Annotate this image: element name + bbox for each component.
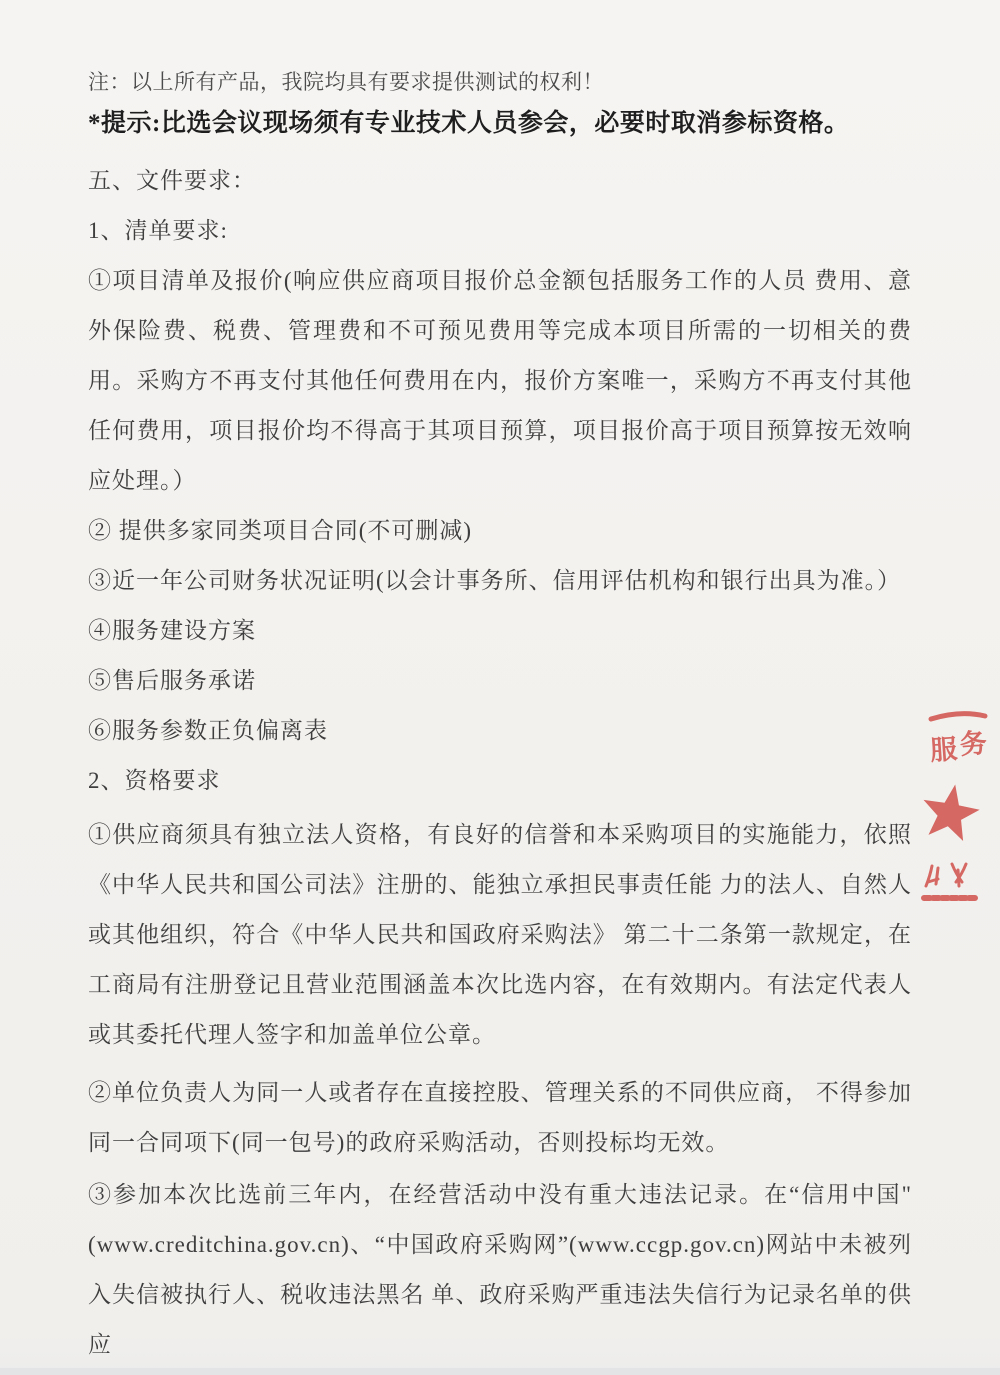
scan-edge	[0, 1368, 1000, 1375]
section-heading-file-requirements: 五、文件要求：	[88, 168, 256, 193]
list-item-4-service-plan: ④服务建设方案	[88, 618, 256, 643]
tip-line: *提示:比选会议现场须有专业技术人员参会，必要时取消参标资格。	[88, 110, 850, 137]
list-item-6-deviation-table: ⑥服务参数正负偏离表	[88, 718, 328, 743]
note-line: 注：以上所有产品，我院均具有要求提供测试的权利！	[88, 70, 604, 94]
list-item-3-financial-proof: ③近一年公司财务状况证明(以会计事务所、信用评估机构和银行出具为准。）	[88, 568, 902, 593]
document-body	[88, 66, 912, 1370]
star-icon	[918, 780, 983, 843]
qualification-heading: 2、资格要求	[88, 768, 221, 793]
official-seal	[918, 702, 998, 902]
list-item-1-project-quote: ①项目清单及报价(响应供应商项目报价总金额包括服务工作的人员 费用、意外保险费、税费、管理费和不可预见费用等完成本项目所需的一切相关的费用。采购方不再支付其他任何费用在内，报价方案唯一，采购方不再支付其他任何费用，项目报价均不得高于其项目预算，项目报价高于项目预算按无效响应处理。）	[88, 268, 912, 493]
list-requirements-heading: 1、清单要求:	[88, 218, 228, 243]
seal-text-char-2: 务	[958, 728, 988, 760]
qualification-item-3: ③参加本次比选前三年内，在经营活动中没有重大违法记录。在“信用中国"(www.creditchina.gov.cn)、“中国政府采购网”(www.ccgp.gov.cn)网站中未被列入失信被执行人、税收违法黑名 单、政府采购严重违法失信行为记录名单的供应	[88, 1182, 912, 1357]
list-item-2-contracts: ② 提供多家同类项目合同(不可删减)	[88, 518, 473, 543]
seal-top-arc	[931, 714, 985, 719]
list-item-5-after-sales: ⑤售后服务承诺	[88, 668, 256, 693]
qualification-item-2: ②单位负责人为同一人或者存在直接控股、管理关系的不同供应商， 不得参加同一合同项下(同一包号)的政府采购活动，否则投标均无效。	[88, 1080, 912, 1155]
seal-bottom-fragments	[924, 864, 978, 898]
qualification-item-1: ①供应商须具有独立法人资格，有良好的信誉和本采购项目的实施能力，依照《中华人民共和国公司法》注册的、能独立承担民事责任能 力的法人、自然人或其他组织，符合《中华人民共和国政府采购法》 第二十二条第一款规定，在工商局有注册登记且营业范围涵盖本次比选内容，在有效期内。有法定代表人或其委托代理人签字和加盖单位公章。	[88, 822, 912, 1047]
seal-text-char-1: 服	[929, 734, 959, 766]
